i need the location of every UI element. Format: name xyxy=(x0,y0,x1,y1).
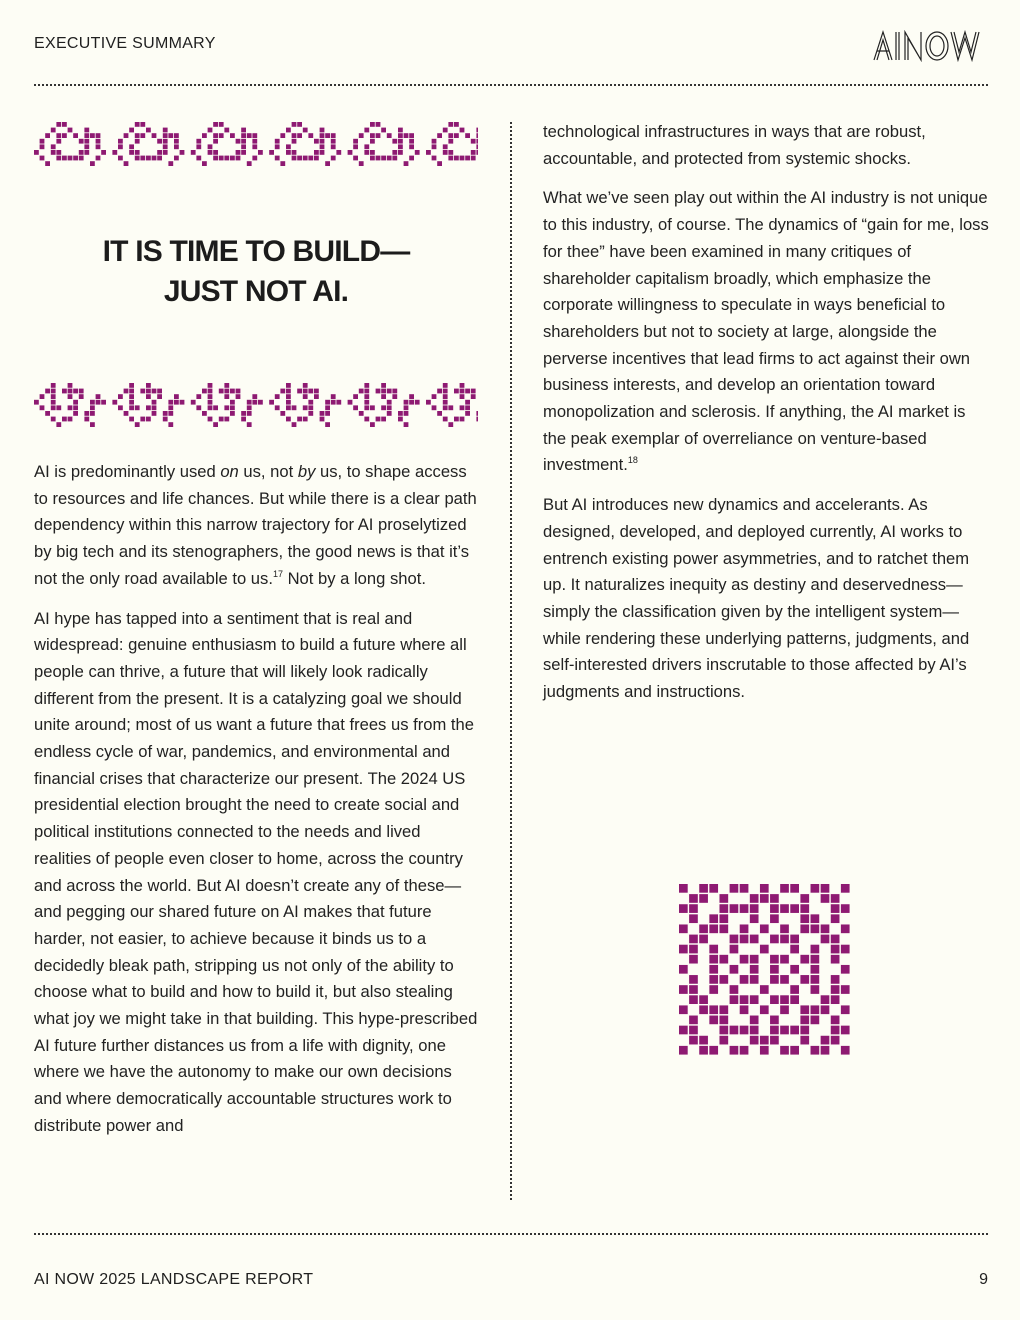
pixel-pattern-border xyxy=(34,382,478,428)
heading-line-2: JUST NOT AI. xyxy=(163,275,349,308)
pixel-motif-icon xyxy=(679,884,851,1056)
heading-line-1: IT IS TIME TO BUILD— xyxy=(102,235,410,268)
paragraph: But AI introduces new dynamics and accelerants. As designed, developed, and deployed currently, AI works to entrench existing power asymmetries, and to ratchet them up. It naturalizes inequity as destiny and deservedness—simply the classification given by the intelligent system—while rendering these underlying patterns, judgments, and self-interested drivers inscrutable to those affected by AI’s judgments and instructions. xyxy=(543,495,970,702)
pixel-pattern-border xyxy=(34,121,478,167)
ai-now-logo xyxy=(872,30,988,62)
section-heading xyxy=(34,232,478,312)
header-divider xyxy=(34,84,988,86)
footnote-ref[interactable]: 18 xyxy=(627,455,638,466)
right-column xyxy=(543,119,989,719)
paragraph: technological infrastructures in ways that are robust, accountable, and protected from systemic shocks. xyxy=(543,122,926,168)
footnote-ref[interactable]: 17 xyxy=(272,568,283,579)
report-title: AI NOW 2025 LANDSCAPE REPORT xyxy=(34,1271,314,1288)
paragraph: What we’ve seen play out within the AI industry is not unique to this industry, of course. The dynamics of “gain for me, loss for thee” have been examined in many critiques of shareholder capitalism broadly, which emphasize the corporate willingness to speculate in ways beneficial to shareholders but not to society at large, alongside the perverse incentives that lead firms to act against their own business interests, and develop an orientation toward monopolization and sclerosis. If anything, the AI market is the peak exemplar of overreliance on venture-based investment.$^{18}$ xyxy=(543,188,989,475)
footer-divider xyxy=(34,1233,988,1235)
page-number: 9 xyxy=(979,1271,988,1288)
paragraph: AI is predominantly used on us, not by us, to shape access to resources and life chances. But while there is a clear path dependency within this narrow trajectory for AI proselytized by big tech and its stenographers, the good news is that it’s not the only road available to us.$^{17}$ Not by a long shot. xyxy=(34,462,477,588)
left-column xyxy=(34,459,480,1153)
paragraph: AI hype has tapped into a sentiment that is real and widespread: genuine enthusiasm to build a future where all people can thrive, a future that will likely look radically different from the present. It is a catalyzing goal we should unite around; most of us want a future that frees us from the endless cycle of war, pandemics, and environmental and financial crises that characterize our present. The 2024 US presidential election brought the need to create social and political institutions connected to the needs and lived realities of people even closer to home, across the country and across the world. But AI doesn’t create any of these—and pegging our shared future on AI makes that future harder, not easier, to achieve because it binds us to a decidedly bleak path, stripping us not only of the ability to choose what to build and how to build it, but also stealing what joy we might take in that building. This hype-prescribed AI future further distances us from a life with dignity, one where we have the autonomy to make our own decisions and where democratically accountable structures work to distribute power and xyxy=(34,608,478,1135)
section-label: EXECUTIVE SUMMARY xyxy=(34,35,216,52)
column-divider xyxy=(510,122,512,1200)
